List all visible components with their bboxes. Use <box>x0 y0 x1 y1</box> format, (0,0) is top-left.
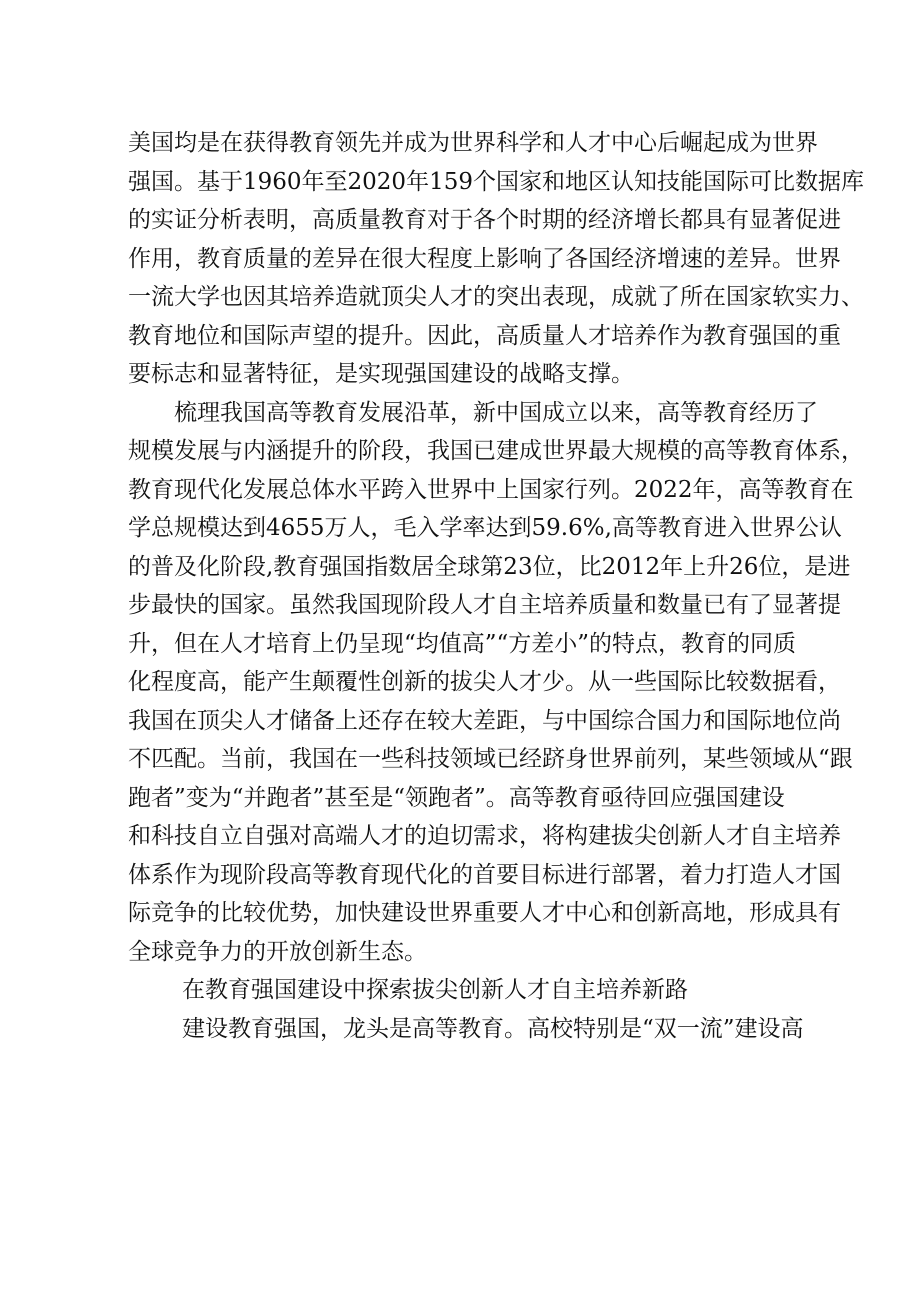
text-line: 美国均是在获得教育领先并成为世界科学和人才中心后崛起成为世界 <box>128 130 818 156</box>
text-line: 化程度高，能产生颠覆性创新的拔尖人才少。从一些国际比较数据看， <box>128 669 841 695</box>
text-line: 规模发展与内涵提升的阶段，我国已建成世界最大规模的高等教育体系， <box>128 438 864 464</box>
text-line: 步最快的国家。虽然我国现阶段人才自主培养质量和数量已有了显著提 <box>128 592 841 618</box>
paragraph-1 <box>128 124 864 394</box>
text-line: 教育地位和国际声望的提升。因此，高质量人才培养作为教育强国的重 <box>128 322 841 349</box>
text-line: 跑者”变为“并跑者”甚至是“领跑者”。高等教育亟待回应强国建设 <box>128 784 785 811</box>
section-heading: 在教育强国建设中探索拔尖创新人才自主培养新路 <box>182 977 688 1003</box>
text-line: 不匹配。当前，我国在一些科技领域已经跻身世界前列，某些领域从“跟 <box>128 746 853 772</box>
text-line: 作用，教育质量的差异在很大程度上影响了各国经济增速的差异。世界 <box>128 245 841 272</box>
paragraph-3 <box>128 1010 804 1049</box>
text-line: 学总规模达到4655万人，毛入学率达到59.6%,高等教育进入世界公认 <box>128 515 842 541</box>
text-line: 全球竞争力的开放创新生态。 <box>128 938 427 965</box>
text-line: 梳理我国高等教育发展沿革，新中国成立以来，高等教育经历了 <box>174 399 818 426</box>
text-line: 的普及化阶段,教育强国指数居全球第23位，比2012年上升26位，是进 <box>128 553 851 580</box>
paragraph-2 <box>128 394 864 972</box>
text-line: 强国。基于1960年至2020年159个国家和地区认知技能国际可比数据库 <box>128 168 864 195</box>
text-line: 建设教育强国，龙头是高等教育。高校特别是“双一流”建设高 <box>182 1015 804 1042</box>
text-line: 我国在顶尖人才储备上还存在较大差距，与中国综合国力和国际地位尚 <box>128 707 841 734</box>
text-line: 的实证分析表明，高质量教育对于各个时期的经济增长都具有显著促进 <box>128 207 841 233</box>
text-line: 要标志和显著特征，是实现强国建设的战略支撑。 <box>128 361 634 387</box>
text-line: 际竞争的比较优势，加快建设世界重要人才中心和创新高地，形成具有 <box>128 900 841 926</box>
text-line: 体系作为现阶段高等教育现代化的首要目标进行部署，着力打造人才国 <box>128 861 841 888</box>
document-body <box>128 124 864 1048</box>
text-line: 和科技自立自强对高端人才的迫切需求，将构建拔尖创新人才自主培养 <box>128 823 841 849</box>
text-line: 教育现代化发展总体水平跨入世界中上国家行列。2022年，高等教育在 <box>128 476 854 503</box>
text-line: 一流大学也因其培养造就顶尖人才的突出表现，成就了所在国家软实力、 <box>128 284 864 310</box>
section-heading-block <box>128 971 800 1010</box>
text-line: 升，但在人才培育上仍呈现“均值高”“方差小”的特点，教育的同质 <box>128 630 797 657</box>
